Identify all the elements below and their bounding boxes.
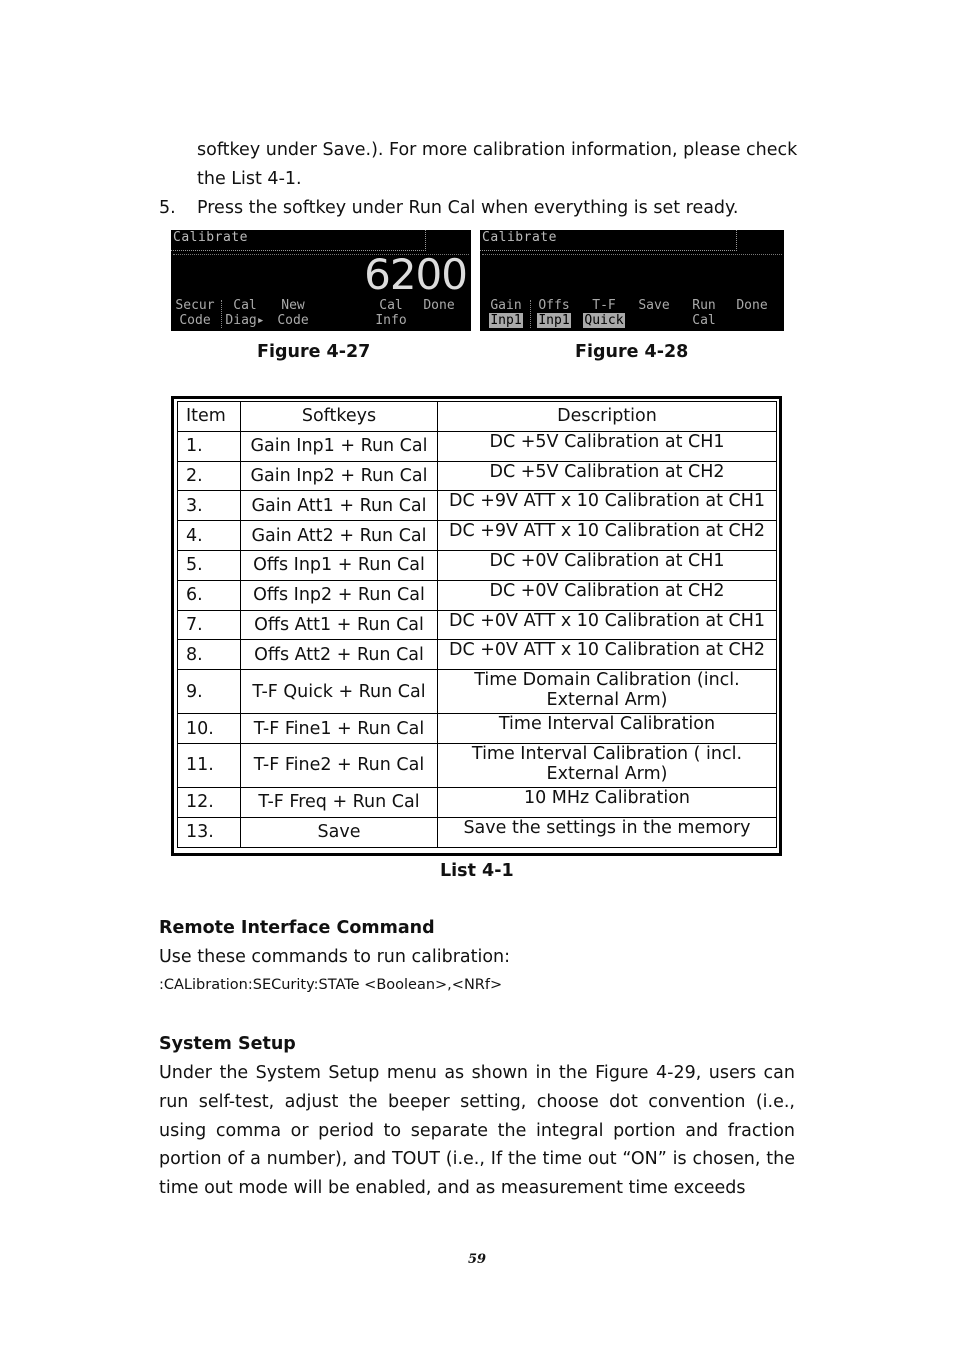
remote-command: :CALibration:SECurity:STATe <Boolean>,<NRf> — [159, 977, 503, 993]
row-description: DC +9V ATT x 10 Calibration at CH1 — [438, 491, 777, 521]
table-row — [178, 743, 777, 787]
row-item: 8. — [178, 640, 241, 670]
row-description: DC +0V Calibration at CH2 — [438, 580, 777, 610]
row-softkeys: T-F Fine1 + Run Cal — [241, 714, 438, 744]
row-item: 3. — [178, 491, 241, 521]
header-item: Item — [178, 402, 241, 432]
row-softkeys: Gain Inp1 + Run Cal — [241, 431, 438, 461]
softkey-6[interactable]: Done — [423, 298, 455, 313]
row-description: Time Domain Calibration (incl. External Arm) — [438, 670, 777, 714]
system-setup-text: Under the System Setup menu as shown in the Figure 4-29, users can run self-test, adjust the beeper setting, choose dot convention (i.e., using comma or period to separate the integral portion and fraction portion of a number), and TOUT (i.e., If the time out “ON” is chosen, the time out mode will be enabled, and as measurement time exceeds — [159, 1063, 795, 1199]
softkey-1[interactable]: Gain Inp1 — [490, 298, 522, 328]
softkey-3[interactable]: T-F Quick — [584, 298, 624, 328]
table-row — [178, 787, 777, 817]
row-description: DC +0V ATT x 10 Calibration at CH2 — [438, 640, 777, 670]
step-number: 5. — [159, 198, 176, 218]
page-number: 59 — [467, 1252, 487, 1267]
table-row — [178, 461, 777, 491]
row-softkeys: Save — [241, 817, 438, 847]
row-description: DC +0V Calibration at CH1 — [438, 550, 777, 580]
row-description: Time Interval Calibration ( incl. External Arm) — [438, 743, 777, 787]
figure-27-caption: Figure 4-27 — [257, 342, 371, 362]
row-item: 2. — [178, 461, 241, 491]
calibration-table — [177, 401, 777, 848]
row-item: 13. — [178, 817, 241, 847]
row-item: 11. — [178, 743, 241, 787]
row-softkeys: Offs Att1 + Run Cal — [241, 610, 438, 640]
row-softkeys: Gain Att1 + Run Cal — [241, 491, 438, 521]
table-header-row — [178, 402, 777, 432]
row-item: 12. — [178, 787, 241, 817]
table-row — [178, 714, 777, 744]
row-softkeys: Gain Inp2 + Run Cal — [241, 461, 438, 491]
table-row — [178, 670, 777, 714]
table-row — [178, 817, 777, 847]
table-row — [178, 640, 777, 670]
table-row — [178, 491, 777, 521]
row-softkeys: Offs Att2 + Run Cal — [241, 640, 438, 670]
softkey-row — [171, 298, 471, 331]
figure-28-caption: Figure 4-28 — [575, 342, 689, 362]
row-softkeys: Offs Inp1 + Run Cal — [241, 550, 438, 580]
row-description: DC +5V Calibration at CH2 — [438, 461, 777, 491]
row-item: 7. — [178, 610, 241, 640]
step-text: Press the softkey under Run Cal when everything is set ready. — [197, 198, 739, 218]
screen-title: Calibrate — [482, 230, 557, 245]
system-setup-heading: System Setup — [159, 1034, 296, 1054]
row-description: 10 MHz Calibration — [438, 787, 777, 817]
figure-27-screen — [171, 230, 471, 331]
intro-line-2: the List 4-1. — [197, 169, 302, 189]
softkey-row — [480, 298, 784, 331]
row-item: 10. — [178, 714, 241, 744]
row-softkeys: T-F Freq + Run Cal — [241, 787, 438, 817]
intro-line-1: softkey under Save.). For more calibration information, please check — [197, 140, 798, 160]
softkey-4[interactable]: Save — [638, 298, 670, 313]
header-description: Description — [438, 402, 777, 432]
header-softkeys: Softkeys — [241, 402, 438, 432]
softkey-2[interactable]: Offs Inp1 — [538, 298, 570, 328]
softkey-2[interactable]: Cal Diag▸ — [225, 298, 265, 328]
table-row — [178, 610, 777, 640]
row-item: 5. — [178, 550, 241, 580]
screen-value: 6200 — [364, 250, 467, 299]
softkey-3[interactable]: New Code — [277, 298, 309, 328]
softkey-5[interactable]: Run Cal — [692, 298, 716, 328]
screen-title: Calibrate — [173, 230, 248, 245]
remote-heading: Remote Interface Command — [159, 918, 435, 938]
remote-text: Use these commands to run calibration: — [159, 947, 511, 967]
row-softkeys: T-F Fine2 + Run Cal — [241, 743, 438, 787]
table-row — [178, 550, 777, 580]
row-description: Save the settings in the memory — [438, 817, 777, 847]
row-item: 4. — [178, 521, 241, 551]
list-caption: List 4-1 — [440, 861, 514, 881]
softkey-1[interactable]: Secur Code — [175, 298, 215, 328]
row-description: DC +5V Calibration at CH1 — [438, 431, 777, 461]
row-description: DC +9V ATT x 10 Calibration at CH2 — [438, 521, 777, 551]
row-item: 6. — [178, 580, 241, 610]
row-softkeys: Gain Att2 + Run Cal — [241, 521, 438, 551]
row-softkeys: Offs Inp2 + Run Cal — [241, 580, 438, 610]
table-row — [178, 521, 777, 551]
row-softkeys: T-F Quick + Run Cal — [241, 670, 438, 714]
row-item: 9. — [178, 670, 241, 714]
figure-28-screen — [480, 230, 784, 331]
table-row — [178, 580, 777, 610]
softkey-6[interactable]: Done — [736, 298, 768, 313]
softkey-5[interactable]: Cal Info — [375, 298, 407, 328]
row-description: Time Interval Calibration — [438, 714, 777, 744]
row-item: 1. — [178, 431, 241, 461]
table-row — [178, 431, 777, 461]
row-description: DC +0V ATT x 10 Calibration at CH1 — [438, 610, 777, 640]
